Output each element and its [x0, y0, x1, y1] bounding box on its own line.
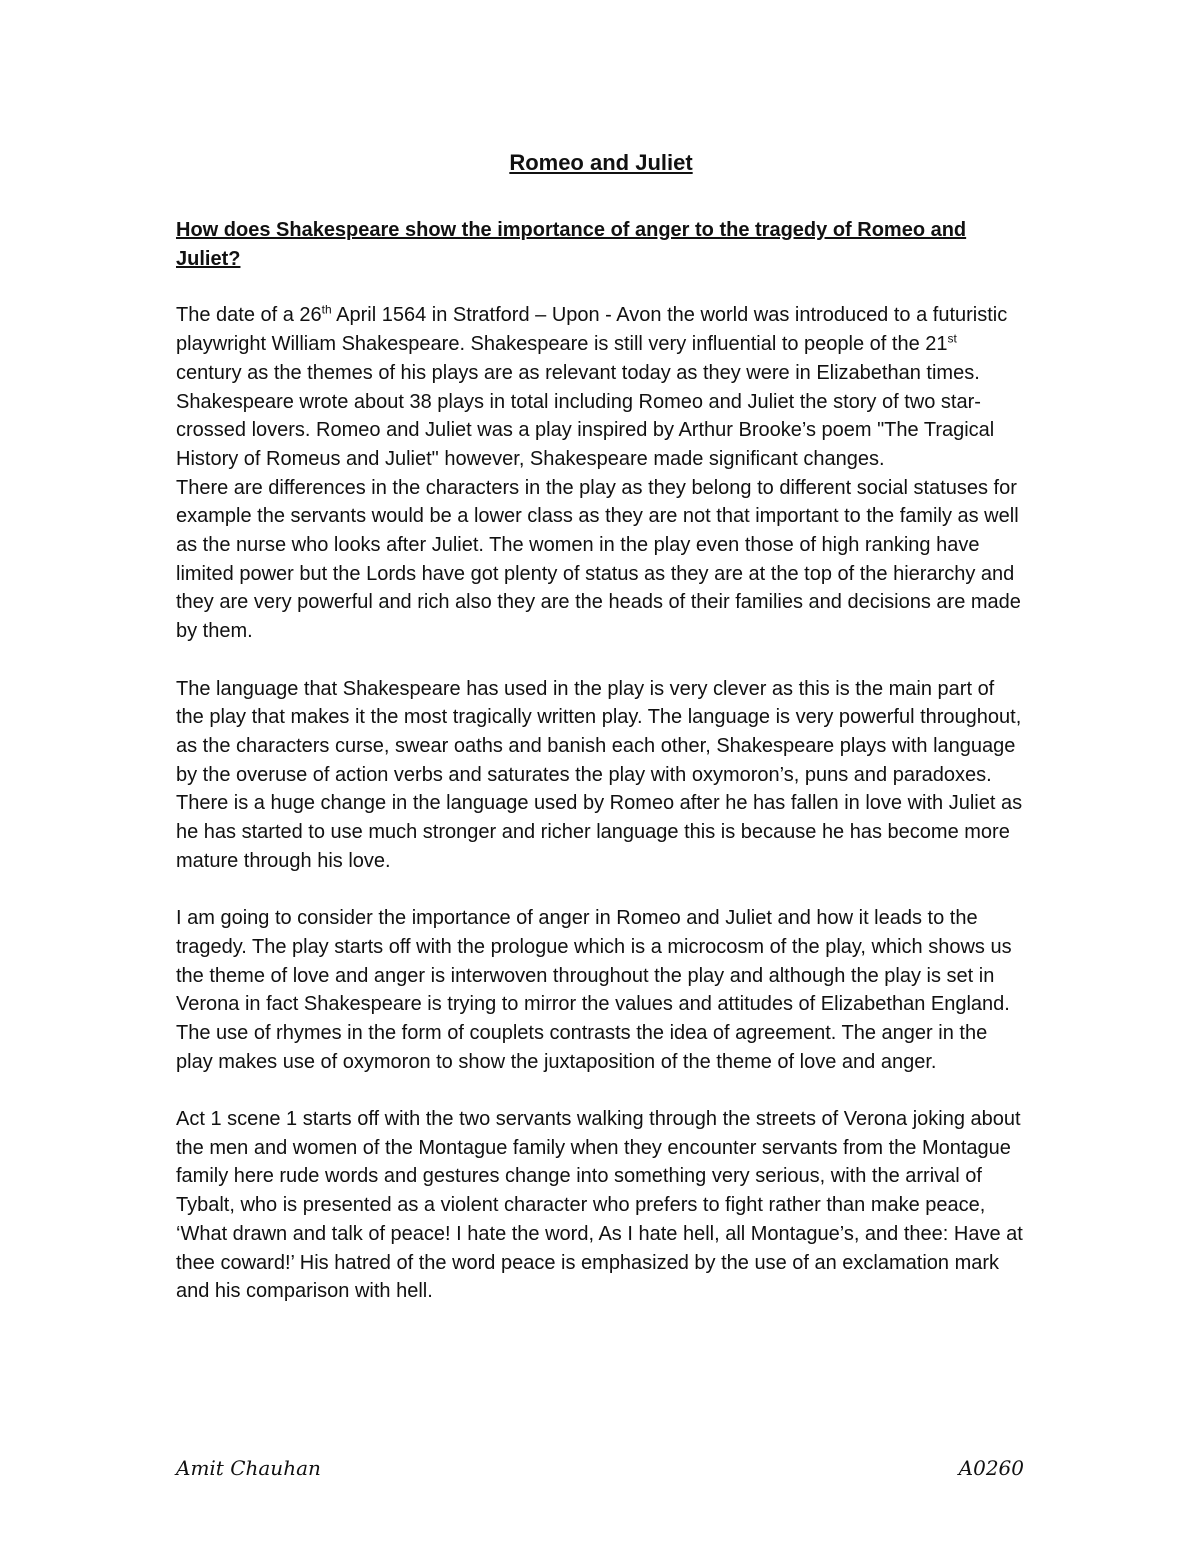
paragraph-intro-part3: century as the themes of his plays are as relevant today as they were in Elizabethan times. Shakespeare wrote about 38 plays in total including Romeo and Juliet the story of two star-crossed lovers. Romeo and Juliet was a play inspired by Arthur Brooke’s poem "The Tragical History of Romeus and Juliet" however, Shakespeare made significant changes.: [176, 361, 995, 470]
document-page: [176, 140, 1026, 1306]
paragraph-intro-part1: The date of a 26: [176, 304, 322, 327]
paragraph-intro-part2: April 1564 in Stratford – Upon - Avon the world was introduced to a futuristic playwright William Shakespeare. Shakespeare is still very influential to people of the 21: [176, 304, 1008, 356]
paragraph-anger: I am going to consider the importance of anger in Romeo and Juliet and how it leads to the tragedy. The play starts off with the prologue which is a microcosm of the play, which shows us the theme of love and anger is interwoven throughout the play and although the play is set in Verona in fact Shakespeare is trying to mirror the values and attitudes of Elizabethan England. The use of rhymes in the form of couplets contrasts the idea of agreement. The anger in the play makes use of oxymoron to show the juxtaposition of the theme of love and anger.: [176, 907, 1012, 1073]
superscript-th: th: [321, 302, 332, 317]
essay-question: How does Shakespeare show the importance of anger to the tragedy of Romeo and Juliet?: [176, 219, 967, 270]
footer-author: Amit Chauhan: [176, 1456, 321, 1480]
paragraph-characters: There are differences in the characters in the play as they belong to different social statuses for example the servants would be a lower class as they are not that important to the family as well as the nurse who looks after Juliet. The women in the play even those of high ranking have limited power but the Lords have got plenty of status as they are at the top of the hierarchy and they are very powerful and rich also they are the heads of their families and decisions are made by them.: [176, 476, 1021, 643]
footer-code: A0260: [958, 1456, 1024, 1480]
paragraph-language: The language that Shakespeare has used in the play is very clever as this is the main part of the play that makes it the most tragically written play. The language is very powerful throughout, as the characters curse, swear oaths and banish each other, Shakespeare plays with language by the overuse of action verbs and saturates the play with oxymoron’s, puns and paradoxes. There is a huge change in the language used by Romeo after he has fallen in love with Juliet as he has started to use much stronger and richer language this is because he has become more mature through his love.: [176, 677, 1023, 872]
superscript-st: st: [947, 331, 957, 346]
paragraph-intro: [176, 301, 1026, 473]
page-footer: [176, 1456, 1024, 1480]
document-title: Romeo and Juliet: [509, 150, 693, 175]
paragraph-act1-scene1: Act 1 scene 1 starts off with the two servants walking through the streets of Verona joking about the men and women of the Montague family when they encounter servants from the Montague family here rude words and gestures change into something very serious, with the arrival of Tybalt, who is presented as a violent character who prefers to fight rather than make peace, ‘What drawn and talk of peace! I hate the word, As I hate hell, all Montague’s, and thee: Have at thee coward!’ His hatred of the word peace is emphasized by the use of an exclamation mark and his comparison with hell.: [176, 1108, 1023, 1303]
